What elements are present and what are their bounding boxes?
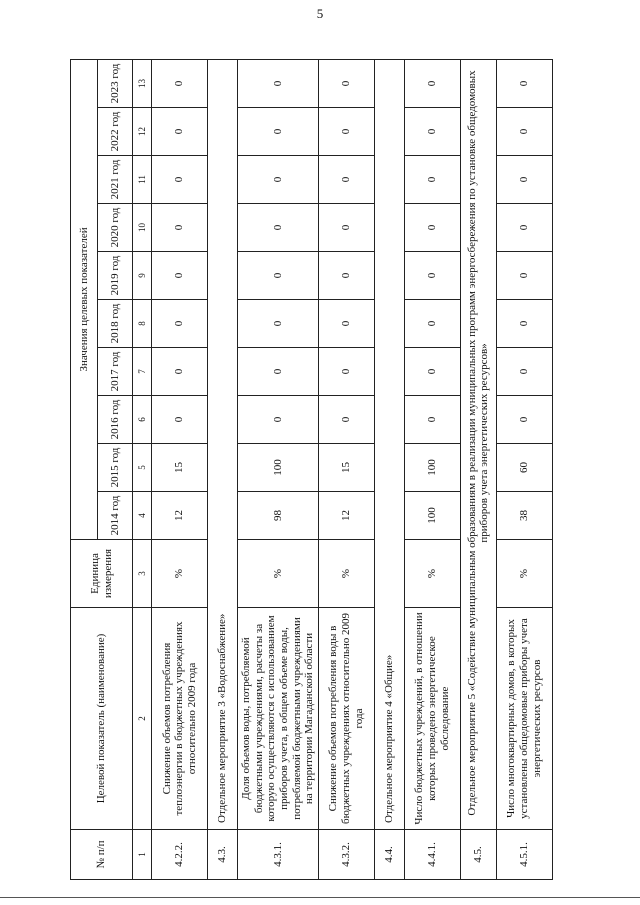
- page-number: 5: [316, 6, 324, 21]
- section-number: 4.5.: [460, 830, 496, 880]
- value-cell: 98: [238, 492, 319, 540]
- section-number: 4.4.: [374, 830, 404, 880]
- value-cell: 0: [496, 252, 552, 300]
- column-number: 6: [133, 396, 152, 444]
- value-cell: 0: [152, 300, 208, 348]
- header-year: 2018 год: [98, 300, 133, 348]
- value-cell: 0: [496, 396, 552, 444]
- column-number: 1: [133, 830, 152, 880]
- column-number: 13: [133, 59, 152, 107]
- section-number: 4.3.: [208, 830, 238, 880]
- column-number: 5: [133, 444, 152, 492]
- header-year: 2017 год: [98, 348, 133, 396]
- value-cell: 100: [238, 444, 319, 492]
- value-cell: 100: [404, 492, 460, 540]
- header-unit: Единица измерения: [71, 540, 133, 608]
- bottom-rule: [0, 897, 640, 898]
- value-cell: 15: [318, 444, 374, 492]
- table-row: [238, 59, 319, 879]
- column-number: 7: [133, 348, 152, 396]
- value-cell: 12: [152, 492, 208, 540]
- column-number: 3: [133, 540, 152, 608]
- indicator-name: Снижение объемов потребления теплоэнергии в бюджетных учреждениях относительно 2009 года: [152, 608, 208, 830]
- value-cell: 0: [496, 156, 552, 204]
- value-cell: 15: [152, 444, 208, 492]
- header-year: 2019 год: [98, 252, 133, 300]
- column-number: 9: [133, 252, 152, 300]
- value-cell: 0: [404, 108, 460, 156]
- value-cell: 0: [318, 252, 374, 300]
- value-cell: 0: [404, 300, 460, 348]
- value-cell: 0: [404, 348, 460, 396]
- section-title: Отдельное мероприятие 5 «Содействие муниципальным образованиям в реализации муниципальных программ энергосбережения по установке общедомовых приборов учета энергетических ресурсов»: [460, 59, 496, 829]
- header-indicator: Целевой показатель (наименование): [71, 608, 133, 830]
- rotated-table-sheet: [70, 60, 564, 880]
- value-cell: 0: [238, 252, 319, 300]
- value-cell: 60: [496, 444, 552, 492]
- section-row: [460, 59, 496, 879]
- value-cell: 0: [238, 396, 319, 444]
- value-cell: 0: [238, 204, 319, 252]
- value-cell: 0: [152, 108, 208, 156]
- value-cell: 0: [318, 396, 374, 444]
- target-indicators-table: [70, 59, 553, 880]
- value-cell: 0: [238, 156, 319, 204]
- table-row: [152, 59, 208, 879]
- header-year: 2016 год: [98, 396, 133, 444]
- column-number: 11: [133, 156, 152, 204]
- value-cell: 0: [318, 156, 374, 204]
- value-cell: 0: [152, 252, 208, 300]
- value-cell: 0: [318, 348, 374, 396]
- unit-cell: %: [496, 540, 552, 608]
- column-number: 10: [133, 204, 152, 252]
- value-cell: 0: [496, 348, 552, 396]
- header-values-title: Значения целевых показателей: [71, 59, 98, 539]
- row-number: 4.3.1.: [238, 830, 319, 880]
- value-cell: 0: [404, 396, 460, 444]
- value-cell: 0: [496, 204, 552, 252]
- unit-cell: %: [238, 540, 319, 608]
- row-number: 4.4.1.: [404, 830, 460, 880]
- column-numbers-row: [133, 59, 152, 879]
- header-num: № п/п: [71, 830, 133, 880]
- header-year: 2020 год: [98, 204, 133, 252]
- value-cell: 0: [318, 204, 374, 252]
- unit-cell: %: [318, 540, 374, 608]
- column-number: 4: [133, 492, 152, 540]
- table-row: [318, 59, 374, 879]
- value-cell: 0: [404, 204, 460, 252]
- indicator-name: Число бюджетных учреждений, в отношении которых проведено энергетическое обследование: [404, 608, 460, 830]
- value-cell: 0: [496, 300, 552, 348]
- section-title: Отдельное мероприятие 4 «Общие»: [374, 59, 404, 829]
- row-number: 4.3.2.: [318, 830, 374, 880]
- value-cell: 0: [496, 59, 552, 107]
- value-cell: 0: [152, 156, 208, 204]
- table-row: [404, 59, 460, 879]
- column-number: 8: [133, 300, 152, 348]
- header-year: 2023 год: [98, 59, 133, 107]
- table-body: [133, 59, 553, 879]
- unit-cell: %: [152, 540, 208, 608]
- value-cell: 0: [238, 59, 319, 107]
- value-cell: 0: [318, 300, 374, 348]
- column-number: 2: [133, 608, 152, 830]
- value-cell: 0: [318, 59, 374, 107]
- row-number: 4.2.2.: [152, 830, 208, 880]
- section-row: [208, 59, 238, 879]
- value-cell: 0: [152, 204, 208, 252]
- value-cell: 0: [152, 396, 208, 444]
- unit-cell: %: [404, 540, 460, 608]
- value-cell: 0: [404, 252, 460, 300]
- value-cell: 12: [318, 492, 374, 540]
- header-year: 2022 год: [98, 108, 133, 156]
- value-cell: 0: [152, 59, 208, 107]
- value-cell: 0: [404, 156, 460, 204]
- header-year: 2014 год: [98, 492, 133, 540]
- value-cell: 0: [238, 108, 319, 156]
- section-row: [374, 59, 404, 879]
- value-cell: 0: [238, 300, 319, 348]
- value-cell: 0: [152, 348, 208, 396]
- section-title: Отдельное мероприятие 3 «Водоснабжение»: [208, 59, 238, 829]
- header-year: 2021 год: [98, 156, 133, 204]
- header-year: 2015 год: [98, 444, 133, 492]
- value-cell: 100: [404, 444, 460, 492]
- value-cell: 0: [238, 348, 319, 396]
- value-cell: 0: [496, 108, 552, 156]
- column-number: 12: [133, 108, 152, 156]
- value-cell: 0: [318, 108, 374, 156]
- indicator-name: Число многоквартирных домов, в которых установлены общедомовые приборы учета энергетических ресурсов: [496, 608, 552, 830]
- indicator-name: Доля объемов воды, потребляемой бюджетными учреждениями, расчеты за которую осуществляются с использованием приборов учета, в общем объеме воды, потребляемой бюджетными учреждениями на территории Магаданской области: [238, 608, 319, 830]
- value-cell: 0: [404, 59, 460, 107]
- indicator-name: Снижение объемов потребления воды в бюджетных учреждениях относительно 2009 года: [318, 608, 374, 830]
- row-number: 4.5.1.: [496, 830, 552, 880]
- value-cell: 38: [496, 492, 552, 540]
- table-row: [496, 59, 552, 879]
